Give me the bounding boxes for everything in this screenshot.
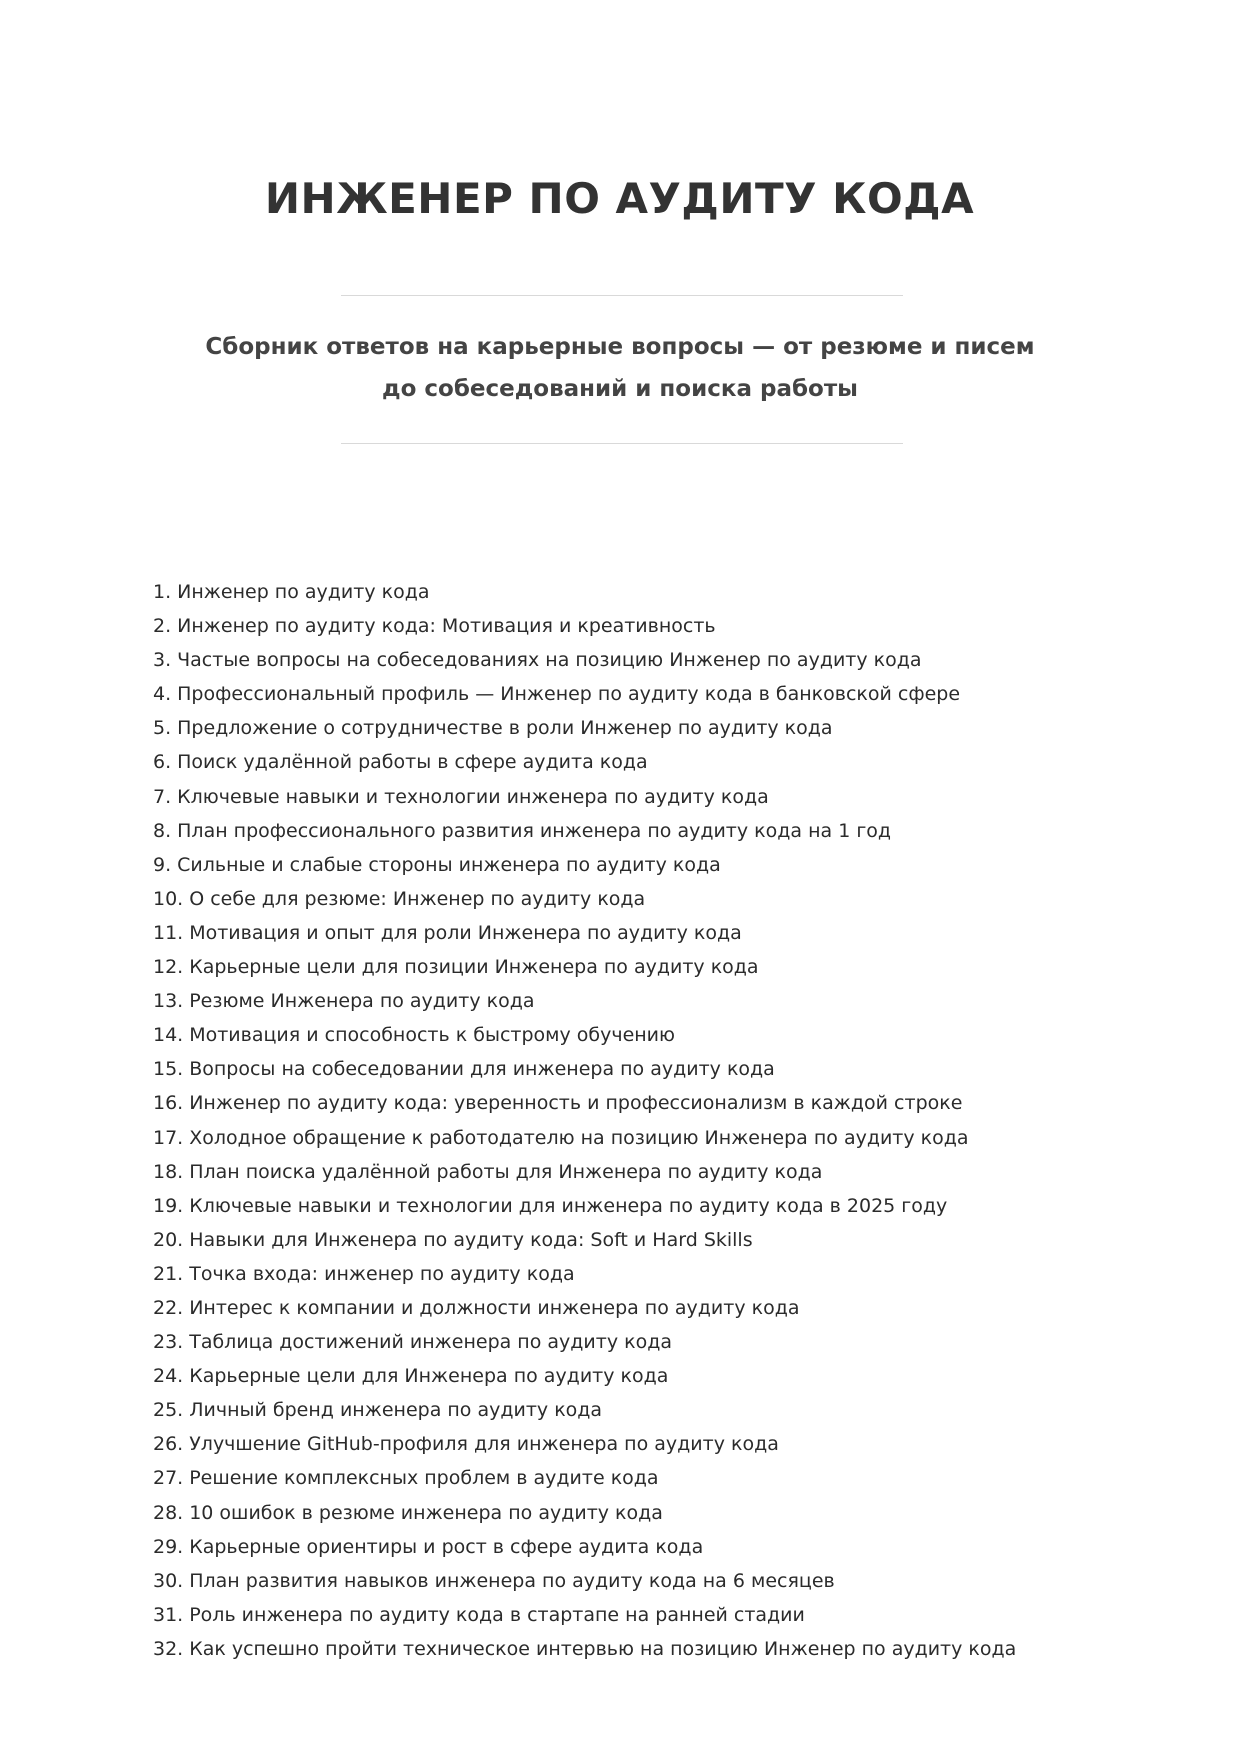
toc-item-label: Мотивация и опыт для роли Инженера по аудиту кода	[189, 921, 742, 944]
toc-item-number: 31.	[153, 1603, 184, 1626]
toc-item-number: 16.	[153, 1092, 184, 1115]
toc-item-label: План профессионального развития инженера по аудиту кода на 1 год	[177, 819, 892, 842]
toc-item-number: 11.	[153, 921, 184, 944]
toc-item[interactable]	[153, 916, 1093, 950]
toc-item-number: 13.	[153, 990, 184, 1013]
toc-item[interactable]	[153, 1121, 1093, 1155]
toc-item-label: Предложение о сотрудничестве в роли Инженер по аудиту кода	[177, 717, 833, 740]
toc-item-label: О себе для резюме: Инженер по аудиту кода	[189, 887, 646, 910]
toc-item-label: Как успешно пройти техническое интервью на позицию Инженер по аудиту кода	[189, 1637, 1017, 1660]
toc-item[interactable]	[153, 1189, 1093, 1223]
toc-item[interactable]	[153, 848, 1093, 882]
toc-item-label: План поиска удалённой работы для Инженера по аудиту кода	[189, 1160, 823, 1183]
toc-item-number: 32.	[153, 1637, 184, 1660]
toc-item-label: Карьерные цели для Инженера по аудиту кода	[189, 1365, 669, 1388]
toc-item-label: Инженер по аудиту кода: уверенность и профессионализм в каждой строке	[189, 1092, 963, 1115]
toc-item-label: Частые вопросы на собеседованиях на позицию Инженер по аудиту кода	[177, 649, 922, 672]
toc-item[interactable]	[153, 1223, 1093, 1257]
toc-item[interactable]	[153, 1291, 1093, 1325]
toc-item-number: 22.	[153, 1296, 184, 1319]
toc-item-label: Таблица достижений инженера по аудиту кода	[189, 1331, 673, 1354]
toc-item[interactable]	[153, 1461, 1093, 1495]
toc-item-number: 1.	[153, 581, 172, 603]
toc-item-label: Профессиональный профиль — Инженер по аудиту кода в банковской сфере	[177, 683, 961, 706]
toc-item[interactable]	[153, 1427, 1093, 1461]
toc-item-label: Поиск удалённой работы в сфере аудита кода	[177, 751, 648, 774]
toc-item[interactable]	[153, 677, 1093, 711]
toc-item[interactable]	[153, 984, 1093, 1018]
toc-item-label: Карьерные цели для позиции Инженера по аудиту кода	[189, 956, 759, 979]
toc-item-label: Резюме Инженера по аудиту кода	[189, 990, 535, 1013]
title-divider-top	[341, 295, 903, 296]
toc-item-number: 19.	[153, 1194, 184, 1217]
toc-item[interactable]	[153, 609, 1093, 643]
toc-item-number: 3.	[153, 649, 172, 672]
toc-item-number: 15.	[153, 1058, 184, 1081]
toc-item-number: 5.	[153, 717, 172, 740]
toc-item-label: Личный бренд инженера по аудиту кода	[189, 1399, 603, 1422]
toc-item-number: 25.	[153, 1399, 184, 1422]
toc-item-label: Решение комплексных проблем в аудите кода	[189, 1467, 659, 1490]
toc-item-label: Ключевые навыки и технологии для инженера по аудиту кода в 2025 году	[189, 1194, 948, 1217]
toc-item-number: 26.	[153, 1433, 184, 1456]
toc-item-number: 20.	[153, 1228, 184, 1251]
toc-item-label: Вопросы на собеседовании для инженера по аудиту кода	[189, 1058, 775, 1081]
toc-item-label: Сильные и слабые стороны инженера по аудиту кода	[177, 853, 721, 876]
toc-item[interactable]	[153, 1257, 1093, 1291]
toc-item-label: Ключевые навыки и технологии инженера по аудиту кода	[177, 785, 769, 808]
toc-item[interactable]	[153, 1359, 1093, 1393]
toc-item-number: 24.	[153, 1365, 184, 1388]
document-title: ИНЖЕНЕР ПО АУДИТУ КОДА	[264, 174, 975, 223]
toc-item-label: План развития навыков инженера по аудиту кода на 6 месяцев	[189, 1569, 835, 1592]
toc-item-label: Карьерные ориентиры и рост в сфере аудита кода	[189, 1535, 704, 1558]
toc-item-label: Роль инженера по аудиту кода в стартапе на ранней стадии	[189, 1603, 805, 1626]
toc-item[interactable]	[153, 1325, 1093, 1359]
toc-item[interactable]	[153, 950, 1093, 984]
toc-item-number: 6.	[153, 751, 172, 774]
toc-item[interactable]	[153, 1018, 1093, 1052]
toc-item[interactable]	[153, 1052, 1093, 1086]
toc-item[interactable]	[153, 1564, 1093, 1598]
toc-item-number: 14.	[153, 1024, 184, 1047]
toc-item-label: Мотивация и способность к быстрому обучению	[189, 1024, 676, 1047]
toc-item[interactable]	[153, 1632, 1093, 1666]
toc-item[interactable]	[153, 1530, 1093, 1564]
toc-item-label: Навыки для Инженера по аудиту кода: Soft и Hard Skills	[189, 1228, 753, 1251]
toc-item-number: 29.	[153, 1535, 184, 1558]
toc-item-number: 23.	[153, 1331, 184, 1354]
toc-item-label: Инженер по аудиту кода: Мотивация и креативность	[177, 615, 716, 638]
toc-item-number: 9.	[153, 853, 172, 876]
toc-item-number: 28.	[153, 1501, 184, 1524]
toc-item-label: Улучшение GitHub-профиля для инженера по аудиту кода	[189, 1433, 779, 1456]
toc-item-label: Холодное обращение к работодателю на позицию Инженера по аудиту кода	[189, 1126, 969, 1149]
toc-item-number: 21.	[153, 1262, 184, 1285]
toc-item-number: 10.	[153, 887, 184, 910]
table-of-contents	[153, 575, 1093, 1666]
toc-item-number: 4.	[153, 683, 172, 706]
toc-item[interactable]	[153, 711, 1093, 745]
document-subtitle: Сборник ответов на карьерные вопросы — от резюме и писем до собеседований и поиска работы	[205, 334, 1035, 402]
toc-item-number: 17.	[153, 1126, 184, 1149]
title-divider-bottom	[341, 443, 903, 444]
toc-item-number: 7.	[153, 785, 172, 808]
toc-item-label: 10 ошибок в резюме инженера по аудиту кода	[189, 1501, 663, 1524]
toc-item[interactable]	[153, 1598, 1093, 1632]
toc-item-number: 27.	[153, 1467, 184, 1490]
toc-item[interactable]	[153, 882, 1093, 916]
toc-item[interactable]	[153, 1393, 1093, 1427]
toc-item-number: 8.	[153, 819, 172, 842]
toc-item[interactable]	[153, 1155, 1093, 1189]
toc-item-number: 18.	[153, 1160, 184, 1183]
toc-item-label: Инженер по аудиту кода	[177, 581, 430, 603]
toc-item[interactable]	[153, 643, 1093, 677]
toc-item-number: 2.	[153, 615, 172, 638]
toc-item-number: 12.	[153, 956, 184, 979]
toc-item[interactable]	[153, 745, 1093, 779]
toc-item-number: 30.	[153, 1569, 184, 1592]
toc-item[interactable]	[153, 575, 1093, 609]
toc-item[interactable]	[153, 1086, 1093, 1120]
toc-item-label: Интерес к компании и должности инженера по аудиту кода	[189, 1296, 800, 1319]
toc-item[interactable]	[153, 1496, 1093, 1530]
toc-item[interactable]	[153, 814, 1093, 848]
toc-item[interactable]	[153, 780, 1093, 814]
toc-item-label: Точка входа: инженер по аудиту кода	[189, 1262, 575, 1285]
